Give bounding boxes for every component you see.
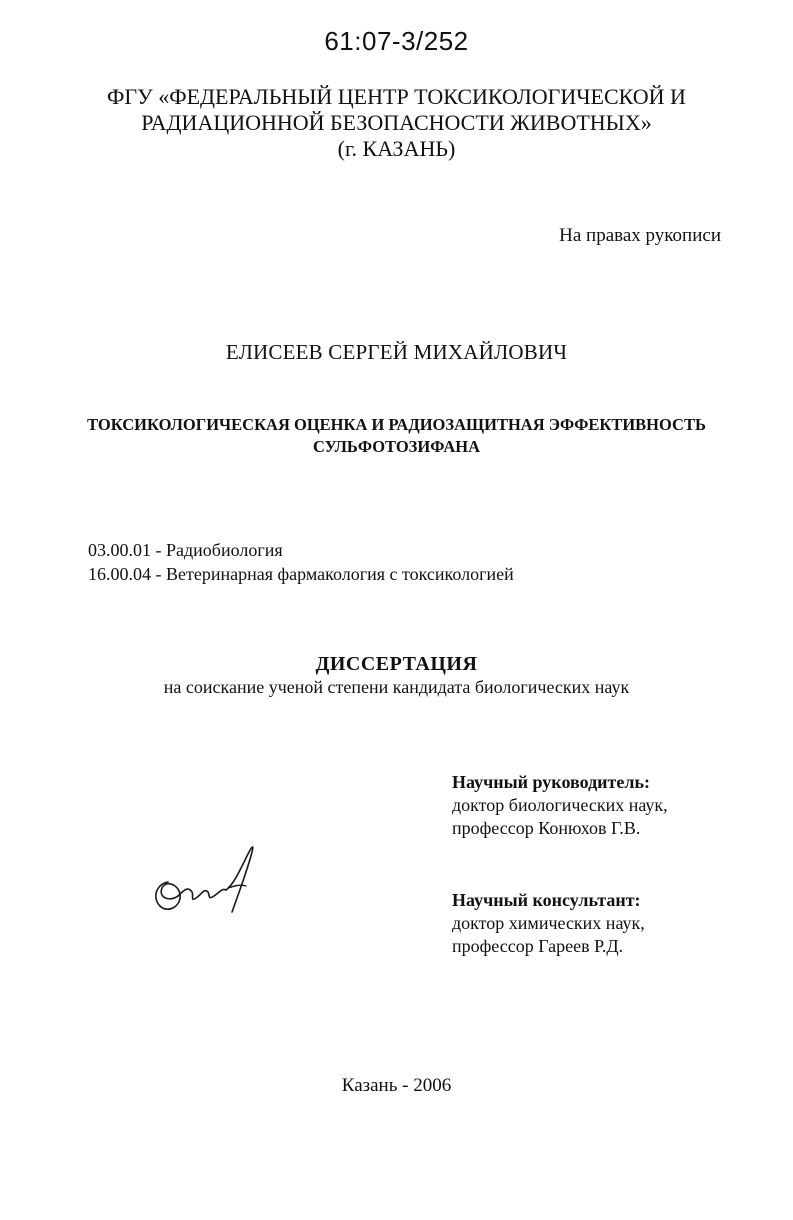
consultant-name: профессор Гареев Р.Д. — [452, 936, 624, 956]
scientific-advisor — [452, 771, 668, 840]
specialty-codes — [88, 538, 514, 586]
city-and-year: Казань - 2006 — [341, 1075, 452, 1096]
advisor-heading: Научный руководитель: — [452, 772, 650, 792]
consultant-heading: Научный консультант: — [452, 890, 641, 910]
institution-city: (г. КАЗАНЬ) — [337, 136, 456, 161]
thesis-title-line-1: ТОКСИКОЛОГИЧЕСКАЯ ОЦЕНКА И РАДИОЗАЩИТНАЯ ЭФФЕКТИВНОСТЬ — [87, 415, 706, 434]
archive-code: 61:07-3/252 — [324, 26, 469, 56]
thesis-title — [0, 414, 793, 458]
degree-sought: на соискание ученой степени кандидата биологических наук — [163, 677, 630, 697]
document-type: ДИССЕРТАЦИЯ — [315, 653, 478, 675]
advisor-degree: доктор биологических наук, — [452, 795, 668, 815]
institution-header — [0, 84, 793, 162]
author-name: ЕЛИСЕЕВ СЕРГЕЙ МИХАЙЛОВИЧ — [225, 340, 568, 364]
manuscript-rights-note: На правах рукописи — [559, 225, 721, 246]
handwritten-signature — [148, 840, 268, 920]
specialty-item: 03.00.01 - Радиобиология — [88, 540, 283, 560]
consultant-degree: доктор химических наук, — [452, 913, 645, 933]
specialty-item: 16.00.04 - Ветеринарная фармакология с токсикологией — [88, 564, 514, 584]
advisor-name: профессор Конюхов Г.В. — [452, 818, 641, 838]
thesis-title-line-2: СУЛЬФОТОЗИФАНА — [312, 437, 480, 456]
institution-line-2: РАДИАЦИОННОЙ БЕЗОПАСНОСТИ ЖИВОТНЫХ» — [141, 110, 652, 135]
institution-line-1: ФГУ «ФЕДЕРАЛЬНЫЙ ЦЕНТР ТОКСИКОЛОГИЧЕСКОЙ И — [107, 84, 686, 109]
scientific-consultant — [452, 889, 645, 958]
